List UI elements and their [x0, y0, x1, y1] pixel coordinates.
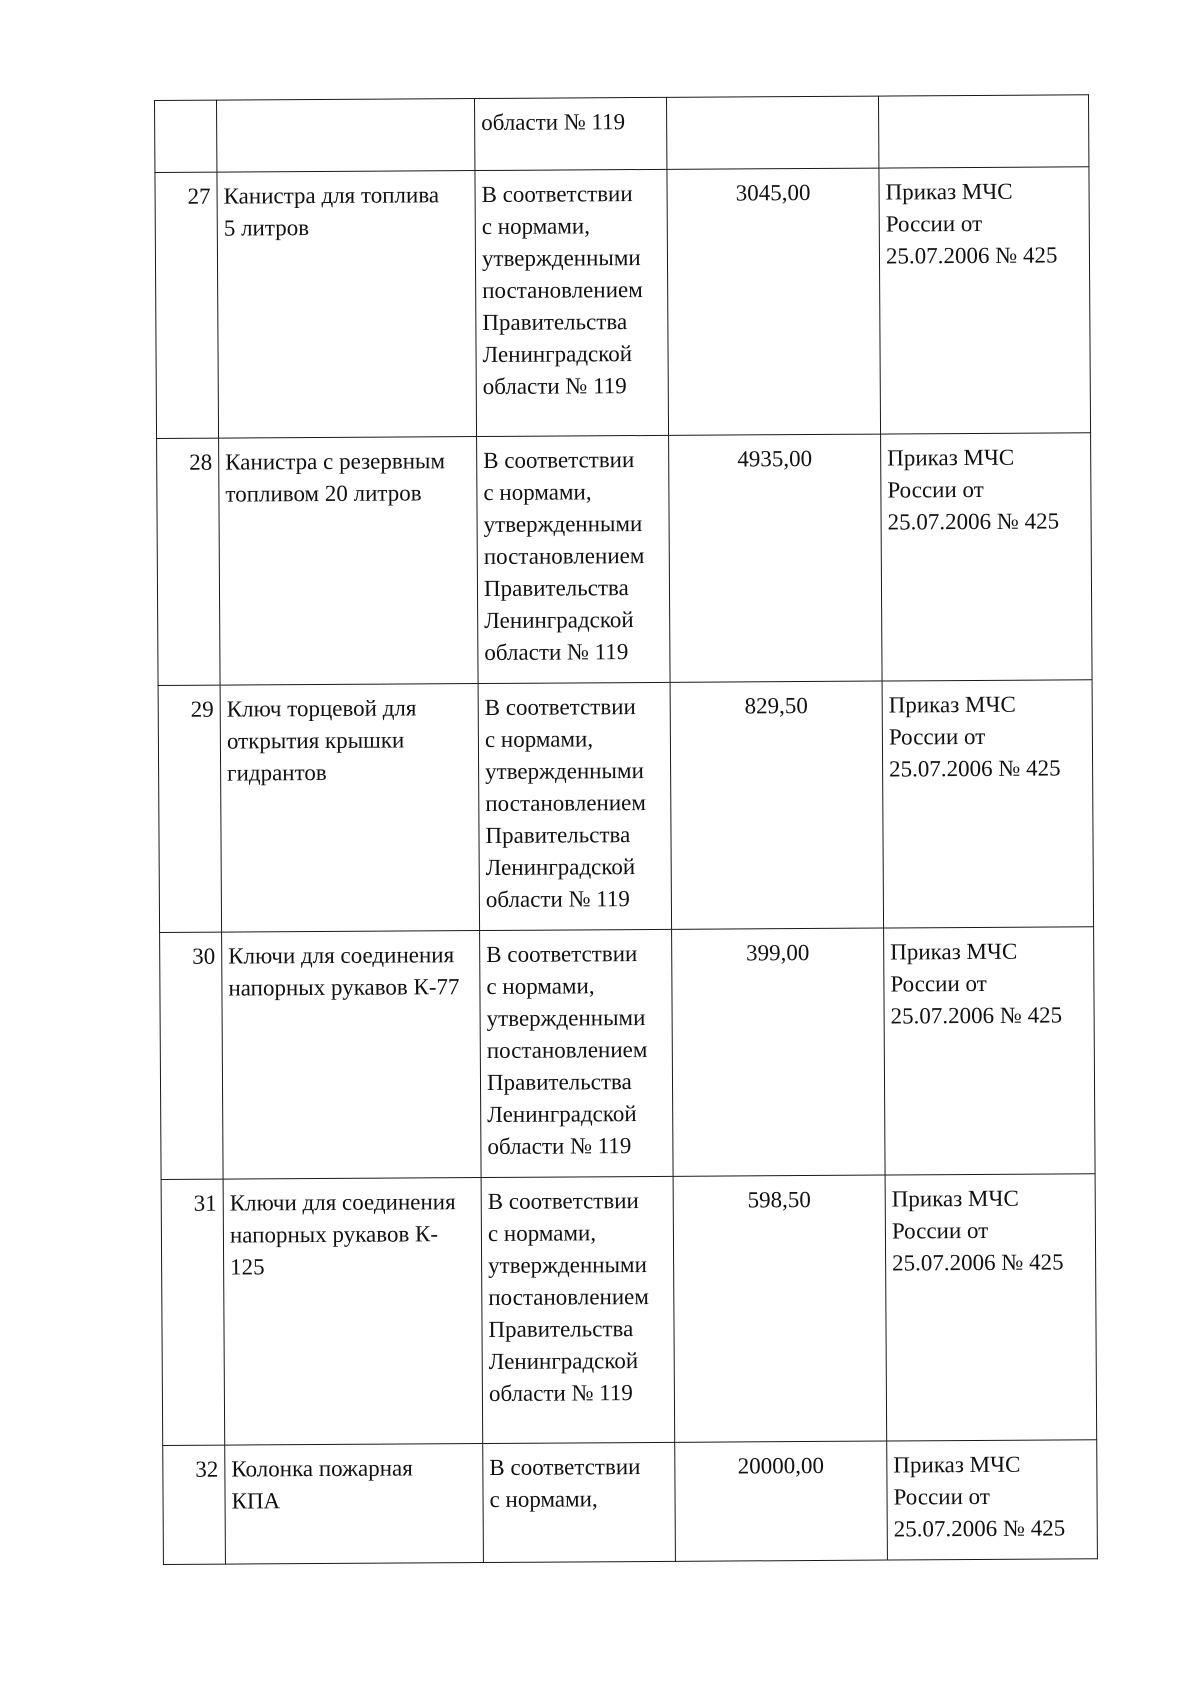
order-reference-cell: Приказ МЧС России от 25.07.2006 № 425 — [882, 680, 1094, 928]
table-row-continuation — [155, 95, 1089, 173]
price-cell: 598,50 — [673, 1175, 887, 1442]
price-cell: 3045,00 — [667, 168, 881, 435]
price-cell — [666, 96, 878, 169]
price-cell: 20000,00 — [675, 1441, 888, 1561]
table-row — [157, 433, 1092, 686]
norm-basis-cell: В соответствии с нормами, — [483, 1442, 676, 1562]
item-name-cell: Ключи для соединения напорных рукавов К-77 — [222, 931, 482, 1180]
norm-basis-cell: области № 119 — [474, 97, 666, 170]
norm-basis-cell: В соответствии с нормами, утвержденными постановлением Правительства Ленинградской области № 119 — [475, 169, 669, 436]
order-reference-cell: Приказ МЧС России от 25.07.2006 № 425 — [887, 1440, 1098, 1560]
table-row — [158, 680, 1093, 933]
price-cell: 4935,00 — [669, 434, 883, 682]
price-cell: 399,00 — [672, 928, 886, 1176]
price-cell: 829,50 — [670, 681, 884, 929]
norm-basis-cell: В соответствии с нормами, утвержденными постановлением Правительства Ленинградской области № 119 — [478, 682, 672, 930]
row-number-cell: 30 — [160, 932, 224, 1179]
row-number-cell: 29 — [158, 685, 222, 932]
order-reference-cell: Приказ МЧС России от 25.07.2006 № 425 — [884, 927, 1096, 1175]
price-table — [154, 94, 1098, 1565]
item-name-cell: Ключи для соединения напорных рукавов К- 125 — [223, 1178, 483, 1446]
item-name-cell: Ключ торцевой для открытия крышки гидрантов — [220, 684, 480, 933]
row-number-cell: 32 — [163, 1445, 226, 1564]
order-reference-cell: Приказ МЧС России от 25.07.2006 № 425 — [881, 433, 1093, 681]
order-reference-cell — [878, 95, 1088, 168]
item-name-cell: Колонка пожарная КПА — [225, 1444, 484, 1565]
table-row — [155, 167, 1091, 439]
table-row — [160, 927, 1095, 1180]
table-row — [163, 1440, 1098, 1565]
norm-basis-cell: В соответствии с нормами, утвержденными постановлением Правительства Ленинградской области № 119 — [480, 929, 674, 1177]
price-table-body — [155, 95, 1098, 1565]
item-name-cell: Канистра для топлива 5 литров — [217, 171, 477, 439]
row-number-cell: 27 — [155, 172, 219, 438]
order-reference-cell: Приказ МЧС России от 25.07.2006 № 425 — [885, 1174, 1097, 1441]
row-number-cell: 31 — [161, 1179, 225, 1445]
row-number-cell: 28 — [157, 438, 221, 685]
norm-basis-cell: В соответствии с нормами, утвержденными постановлением Правительства Ленинградской области № 119 — [481, 1176, 675, 1443]
item-name-cell — [217, 99, 475, 173]
table-row — [161, 1174, 1097, 1446]
item-name-cell: Канистра с резервным топливом 20 литров — [219, 437, 479, 686]
row-number-cell — [155, 100, 217, 172]
order-reference-cell: Приказ МЧС России от 25.07.2006 № 425 — [879, 167, 1091, 434]
norm-basis-cell: В соответствии с нормами, утвержденными постановлением Правительства Ленинградской области № 119 — [477, 435, 671, 683]
